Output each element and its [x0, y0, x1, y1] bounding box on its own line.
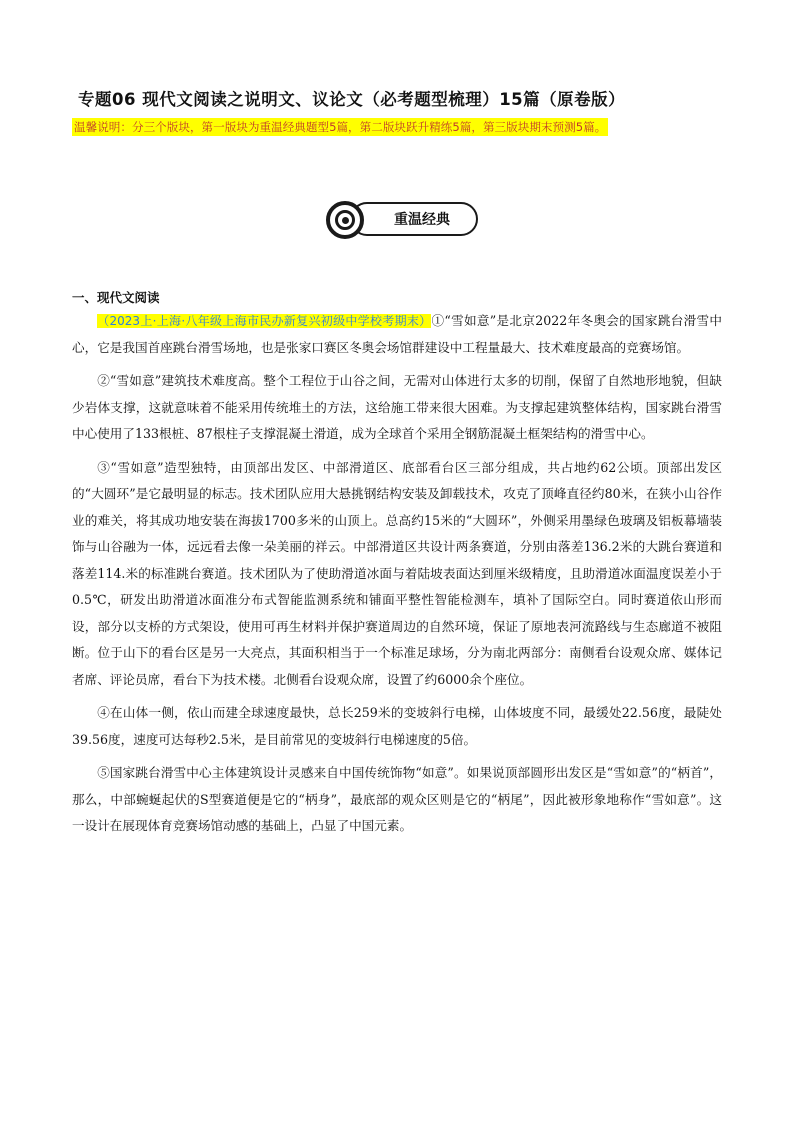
paragraph-4: ④在山体一侧，依山而建全球速度最快，总长259米的变坡斜行电梯，山体坡度不同，最缓处22.56度，最陡处39.56度，速度可达每秒2.5米，是目前常见的变坡斜行电梯速度的5倍。	[72, 705, 722, 747]
paragraph-5: ⑤国家跳台滑雪中心主体建筑设计灵感来自中国传统饰物“如意”。如果说顶部圆形出发区是“雪如意”的“柄首”，那么，中部蜿蜒起伏的S型赛道便是它的“柄身”，最底部的观众区则是它的“柄尾”，因此被形象地称作“雪如意”。这一设计在展现体育竞赛场馆动感的基础上，凸显了中国元素。	[72, 765, 722, 833]
target-icon	[326, 201, 364, 239]
paragraph-3: ③“雪如意”造型独特，由顶部出发区、中部滑道区、底部看台区三部分组成，共占地约62公顷。顶部出发区的“大圆环”是它最明显的标志。技术团队应用大悬挑钢结构安装及卸载技术，攻克了顶峰直径约80米，在狭小山谷作业的难关，将其成功地安装在海拔1700多米的山顶上。总高约15米的“大圆环”，外侧采用墨绿色玻璃及铝板幕墙装饰与山谷融为一体，远远看去像一朵美丽的祥云。中部滑道区共设计两条赛道，分别由落差136.2米的大跳台赛道和落差114.米的标准跳台赛道。技术团队为了使助滑道冰面与着陆坡表面达到厘米级精度，且助滑道冰面温度误差小于0.5℃，研发出助滑道冰面准分布式智能监测系统和铺面平整性智能检测车，填补了国际空白。同时赛道依山形而设，部分以支桥的方式架设，使用可再生材料并保护赛道周边的自然环境，保证了原地表河流路线与生态廊道不被阻断。位于山下的看台区是另一大亮点，其面积相当于一个标准足球场，分为南北两部分：南侧看台设观众席、媒体记者席、评论员席，看台下为技术楼。北侧看台设观众席，设置了约6000余个座位。	[72, 459, 722, 687]
passage-body	[72, 308, 722, 847]
badge-label: 重温经典	[350, 202, 478, 236]
document-title: 专题06 现代文阅读之说明文、议论文（必考题型梳理）15篇（原卷版）	[78, 90, 626, 109]
section-badge	[326, 198, 478, 242]
notice-banner: 温馨说明：分三个版块，第一版块为重温经典题型5篇，第二版块跃升精练5篇，第三版块期末预测5篇。	[74, 120, 607, 134]
paragraph-1: （2023上·上海·八年级上海市民办新复兴初级中学校考期末）①“雪如意”是北京2022年冬奥会的国家跳台滑雪中心，它是我国首座跳台滑雪场地，也是张家口赛区冬奥会场馆群建设中工程量最大、技术难度最高的竞赛场馆。	[72, 313, 723, 355]
section-heading: 一、现代文阅读	[72, 290, 160, 305]
paragraph-2: ②“雪如意”建筑技术难度高。整个工程位于山谷之间，无需对山体进行太多的切削，保留了自然地形地貌，但缺少岩体支撑，这就意味着不能采用传统堆土的方法，这给施工带来很大困难。为支撑起建筑整体结构，国家跳台滑雪中心使用了133根桩、87根柱子支撑混凝土滑道，成为全球首个采用全钢筋混凝土框架结构的滑雪中心。	[72, 373, 722, 441]
passage-source: （2023上·上海·八年级上海市民办新复兴初级中学校考期末）	[97, 314, 432, 328]
